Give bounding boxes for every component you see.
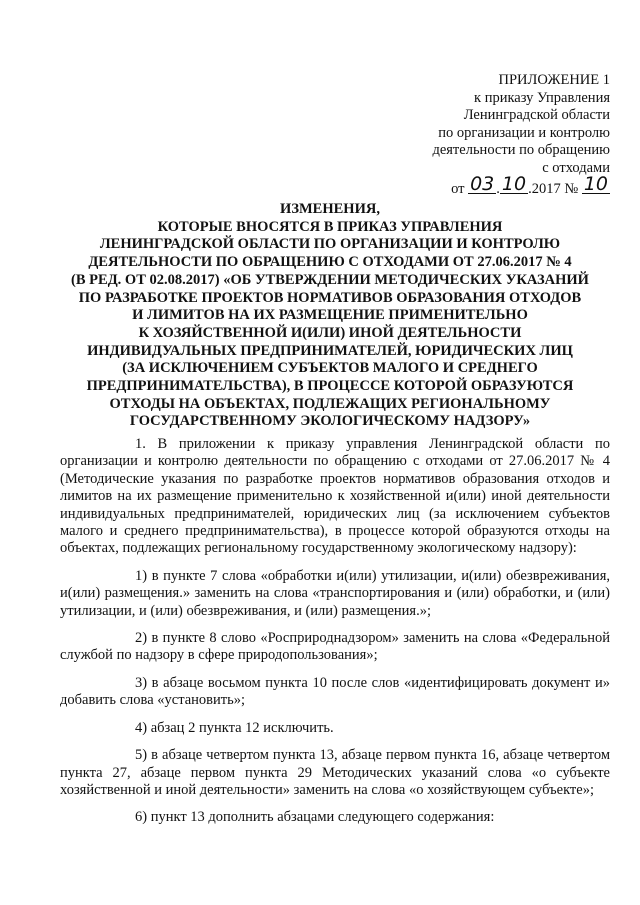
document-title xyxy=(60,201,600,431)
body-paragraph: 1. В приложении к приказу управления Ленинградской области по организации и контролю деятельности по обращению с отходами от 27.06.2017 № 4 (Методические указания по разработке проектов нормативов образования отходов и лимитов на их размещение применительно к хозяйственной и(или) иной деятельности индивидуальных предпринимателей, юридических лиц (за исключением субъектов малого и среднего предпринимательства), в процессе которой образуются отходы на объектах, подлежащих региональному государственному экологическому надзору): xyxy=(60,436,610,557)
handwritten-month: 10 xyxy=(501,172,527,195)
title-line: К ХОЗЯЙСТВЕННОЙ И(ИЛИ) ИНОЙ ДЕЯТЕЛЬНОСТИ xyxy=(138,324,522,341)
appendix-line: деятельности по обращению xyxy=(432,142,610,159)
title-line: (В РЕД. ОТ 02.08.2017) «ОБ УТВЕРЖДЕНИИ МЕТОДИЧЕСКИХ УКАЗАНИЙ xyxy=(71,271,589,288)
appendix-line: Ленинградской области xyxy=(463,107,610,124)
title-line: ИНДИВИДУАЛЬНЫХ ПРЕДПРИНИМАТЕЛЕЙ, ЮРИДИЧЕСКИХ ЛИЦ xyxy=(87,342,573,359)
title-line: ЛЕНИНГРАДСКОЙ ОБЛАСТИ ПО ОРГАНИЗАЦИИ И КОНТРОЛЮ xyxy=(99,236,561,253)
year-and-number-label: .2017 № xyxy=(528,180,579,197)
appendix-line: ПРИЛОЖЕНИЕ 1 xyxy=(498,72,610,88)
order-date-line: от 03 . 10 .2017 № 10 xyxy=(451,172,608,197)
list-item: 3) в абзаце восьмом пункта 10 после слов «идентифицировать документ и» добавить слова «установить»; xyxy=(60,674,610,709)
handwritten-order-number: 10 xyxy=(583,172,608,195)
appendix-header xyxy=(380,72,610,198)
title-line: ОТХОДЫ НА ОБЪЕКТАХ, ПОДЛЕЖАЩИХ РЕГИОНАЛЬНОМУ xyxy=(109,395,551,412)
list-item: 6) пункт 13 дополнить абзацами следующего содержания: xyxy=(135,809,495,826)
list-item: 5) в абзаце четвертом пункта 13, абзаце первом пункта 16, абзаце четвертом пункта 27, абзаце первом пункта 29 Методических указаний слова «о субъекте хозяйственной и иной деятельности» заменить на слова «о хозяйствующем субъекте»; xyxy=(60,747,610,798)
title-line: КОТОРЫЕ ВНОСЯТСЯ В ПРИКАЗ УПРАВЛЕНИЯ xyxy=(157,218,503,235)
list-item: 2) в пункте 8 слово «Росприроднадзором» заменить на слова «Федеральной службой по надзору в сфере природопользования»; xyxy=(60,630,610,664)
title-line: И ЛИМИТОВ НА ИХ РАЗМЕЩЕНИЕ ПРИМЕНИТЕЛЬНО xyxy=(132,307,528,324)
document-body xyxy=(60,436,610,837)
title-line: ДЕЯТЕЛЬНОСТИ ПО ОБРАЩЕНИЮ С ОТХОДАМИ ОТ 27.06.2017 № 4 xyxy=(88,254,572,271)
title-line: ПРЕДПРИНИМАТЕЛЬСТВА), В ПРОЦЕССЕ КОТОРОЙ ОБРАЗУЮТСЯ xyxy=(86,378,574,395)
list-item: 4) абзац 2 пункта 12 исключить. xyxy=(135,719,334,736)
list-item: 1) в пункте 7 слова «обработки и(или) утилизации, и(или) обезвреживания, и(или) размещения.» заменить на слова «транспортирования и (или) обработки, и (или) утилизации, и (или) обезвреживания, и (или) размещения.»; xyxy=(60,567,610,619)
title-line: ИЗМЕНЕНИЯ, xyxy=(280,201,380,217)
title-line: ПО РАЗРАБОТКЕ ПРОЕКТОВ НОРМАТИВОВ ОБРАЗОВАНИЯ ОТХОДОВ xyxy=(78,289,582,306)
appendix-line: с отходами xyxy=(542,159,610,176)
title-line: (ЗА ИСКЛЮЧЕНИЕМ СУБЪЕКТОВ МАЛОГО И СРЕДНЕГО xyxy=(122,360,538,377)
appendix-line: по организации и контролю xyxy=(438,124,610,141)
handwritten-day: 03 xyxy=(470,172,495,195)
date-prefix: от xyxy=(451,180,465,197)
appendix-line: к приказу Управления xyxy=(474,89,610,106)
title-line: ГОСУДАРСТВЕННОМУ ЭКОЛОГИЧЕСКОМУ НАДЗОРУ» xyxy=(129,413,531,430)
